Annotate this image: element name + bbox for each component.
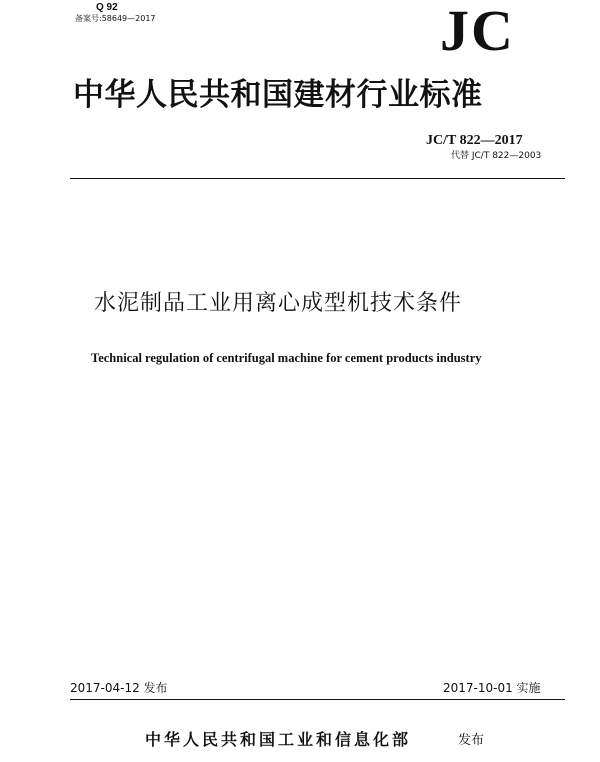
document-title-chinese: 水泥制品工业用离心成型机技术条件 xyxy=(94,291,463,316)
industry-standard-title: 中华人民共和国建材行业标准 xyxy=(73,77,483,113)
standard-number: JC/T 822—2017 xyxy=(426,133,523,148)
filing-number: 备案号:58649—2017 xyxy=(75,14,156,23)
issuing-authority: 中华人民共和国工业和信息化部 xyxy=(145,730,412,749)
implementation-date: 2017-10-01 实施 xyxy=(443,681,541,695)
replaces-standard: 代替 JC/T 822—2003 xyxy=(451,151,542,161)
bottom-divider xyxy=(70,699,565,700)
top-divider xyxy=(70,178,565,179)
ics-code: Q 92 xyxy=(96,2,118,13)
jc-logo: JC xyxy=(440,0,515,63)
issue-date: 2017-04-12 发布 xyxy=(70,681,168,695)
document-title-english: Technical regulation of centrifugal machine for cement products industry xyxy=(91,351,482,365)
publish-label: 发布 xyxy=(458,733,485,748)
